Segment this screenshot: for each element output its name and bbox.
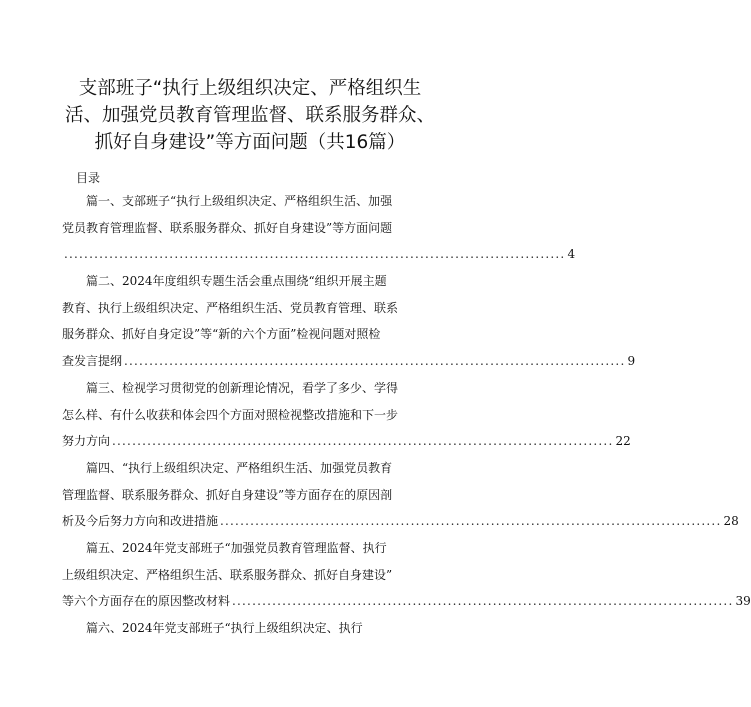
toc-entry-leader-line (62, 588, 751, 615)
toc-entry-leader-line (62, 348, 636, 375)
toc-entry-leader-line (62, 428, 631, 455)
toc-entry-6[interactable] (62, 615, 436, 642)
page-number: 9 (627, 354, 636, 369)
toc-entry-line: 析及今后努力方向和改进措施 (62, 514, 219, 529)
toc-entry-line: 努力方向 (62, 434, 111, 449)
title-line-3: 抓好自身建设”等方面问题（共16篇） (94, 132, 406, 153)
toc-entry-line: 服务群众、抓好自身定设”等“新的六个方面”检视问题对照检 (62, 327, 381, 342)
toc-entry-line: 教育、执行上级组织决定、严格组织生活、党员教育管理、联系 (62, 300, 399, 315)
page-number: 4 (567, 247, 576, 262)
toc-entry-line: 上级组织决定、严格组织生活、联系服务群众、抓好自身建设” (62, 567, 393, 582)
toc-entry-2[interactable] (62, 268, 636, 375)
toc-entry-line: 篇二、2024年度组织专题生活会重点围绕“组织开展主题 (86, 274, 387, 288)
toc-entry-line: 查发言提纲 (62, 354, 123, 369)
document-title (58, 75, 442, 156)
toc-entry-leader-line (62, 241, 576, 268)
toc-entry-leader-line (62, 508, 739, 535)
dot-leader: .................................................................................................... (220, 514, 722, 529)
toc-entry-line: 篇一、支部班子“执行上级组织决定、严格组织生活、加强 (86, 194, 393, 208)
dot-leader: .................................................................................................... (112, 434, 614, 449)
toc-entry-line: 怎么样、有什么收获和体会四个方面对照检视整改措施和下一步 (62, 407, 399, 422)
toc-entry-line: 等六个方面存在的原因整改材料 (62, 594, 231, 609)
toc-entry-5[interactable] (62, 535, 751, 615)
dot-leader: .................................................................................................... (124, 354, 626, 369)
toc-entry-1[interactable] (62, 188, 576, 268)
toc-entry-3[interactable] (62, 375, 631, 455)
dot-leader: .................................................................................................... (64, 247, 566, 262)
title-line-2: 活、加强党员教育管理监督、联系服务群众、 (64, 105, 435, 126)
toc-entry-line: 管理监督、联系服务群众、抓好自身建设”等方面存在的原因剖 (62, 487, 393, 502)
title-line-1: 支部班子“执行上级组织决定、严格组织生 (78, 78, 422, 99)
dot-leader: .................................................................................................... (232, 594, 734, 609)
toc-entry-line: 篇六、2024年党支部班子“执行上级组织决定、执行 (86, 621, 363, 635)
toc-entry-line: 篇五、2024年党支部班子“加强党员教育管理监督、执行 (86, 541, 387, 555)
page-number: 22 (615, 434, 631, 449)
page-number: 39 (735, 594, 751, 609)
toc-entry-line: 篇三、检视学习贯彻党的创新理论情况，看学了多少、学得 (86, 381, 399, 395)
toc-entry-4[interactable] (62, 455, 739, 535)
toc-entry-line: 篇四、“执行上级组织决定、严格组织生活、加强党员教育 (86, 461, 393, 475)
page-number: 28 (723, 514, 739, 529)
toc-heading: 目录 (76, 171, 101, 185)
toc-entry-line: 党员教育管理监督、联系服务群众、抓好自身建设”等方面问题 (62, 220, 393, 235)
